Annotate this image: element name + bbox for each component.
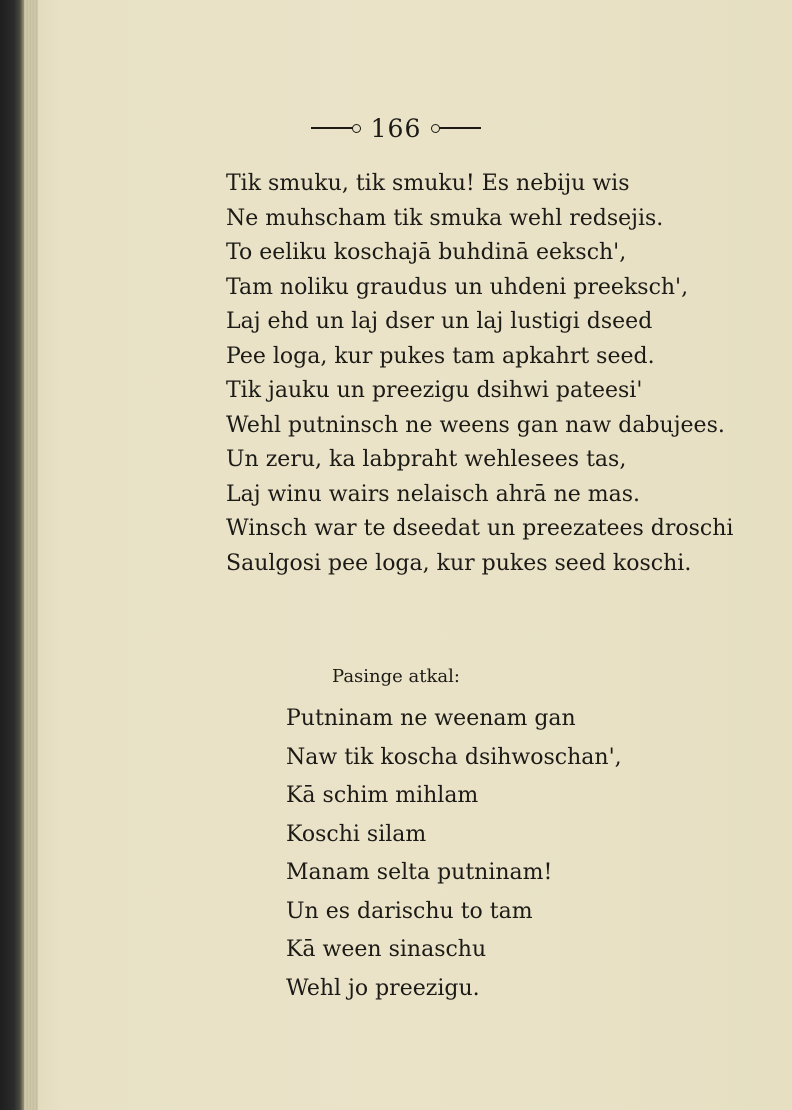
refrain-line: Kā schim mihlam [286, 783, 479, 808]
poem-line: Pee loga, kur pukes tam apkahrt seed. [226, 343, 655, 369]
poem-line: Laj ehd un laj dser un laj lustigi dseed [226, 309, 653, 334]
poem-line: Saulgosi pee loga, kur pukes seed koschi. [226, 550, 692, 576]
poem-line: Tik jauku un preezigu dsihwi pateesi' [226, 378, 643, 403]
refrain-stanza [286, 700, 686, 1008]
page-header [0, 112, 792, 144]
refrain-line: Un es darischu to tam [286, 898, 533, 924]
poem-line: Winsch war te dseedat un preezatees droschi [226, 516, 734, 541]
refrain-heading: Pasinge atkal: [332, 666, 460, 687]
refrain-line: Wehl jo preezigu. [286, 975, 480, 1001]
poem-line: Ne muhscham tik smuka wehl redsejis. [226, 205, 664, 231]
poem-line: Wehl putninsch ne weens gan naw dabujees. [226, 412, 725, 438]
book-binding [0, 0, 24, 1110]
poem-line: Un zeru, ka labpraht wehlesees tas, [226, 447, 627, 472]
refrain-line: Kā ween sinaschu [286, 937, 487, 962]
poem-line: Laj winu wairs nelaisch ahrā ne mas. [226, 481, 641, 507]
poem-line: Tam noliku graudus un uhdeni preeksch', [226, 274, 689, 300]
refrain-line: Putninam ne weenam gan [286, 706, 576, 731]
poem-line: Tik smuku, tik smuku! Es nebiju wis [226, 171, 630, 196]
refrain-line: Naw tik koscha dsihwoschan', [286, 744, 622, 770]
poem-line: To eeliku koschajā buhdinā eeksch', [226, 240, 627, 265]
refrain-line: Koschi silam [286, 821, 427, 847]
page-edges [24, 0, 38, 1110]
header-ornament-right [435, 127, 481, 129]
refrain-line: Manam selta putninam! [286, 860, 553, 885]
header-ornament-left [311, 127, 357, 129]
poem-stanza [226, 167, 766, 581]
page-number: 166 [370, 113, 422, 143]
